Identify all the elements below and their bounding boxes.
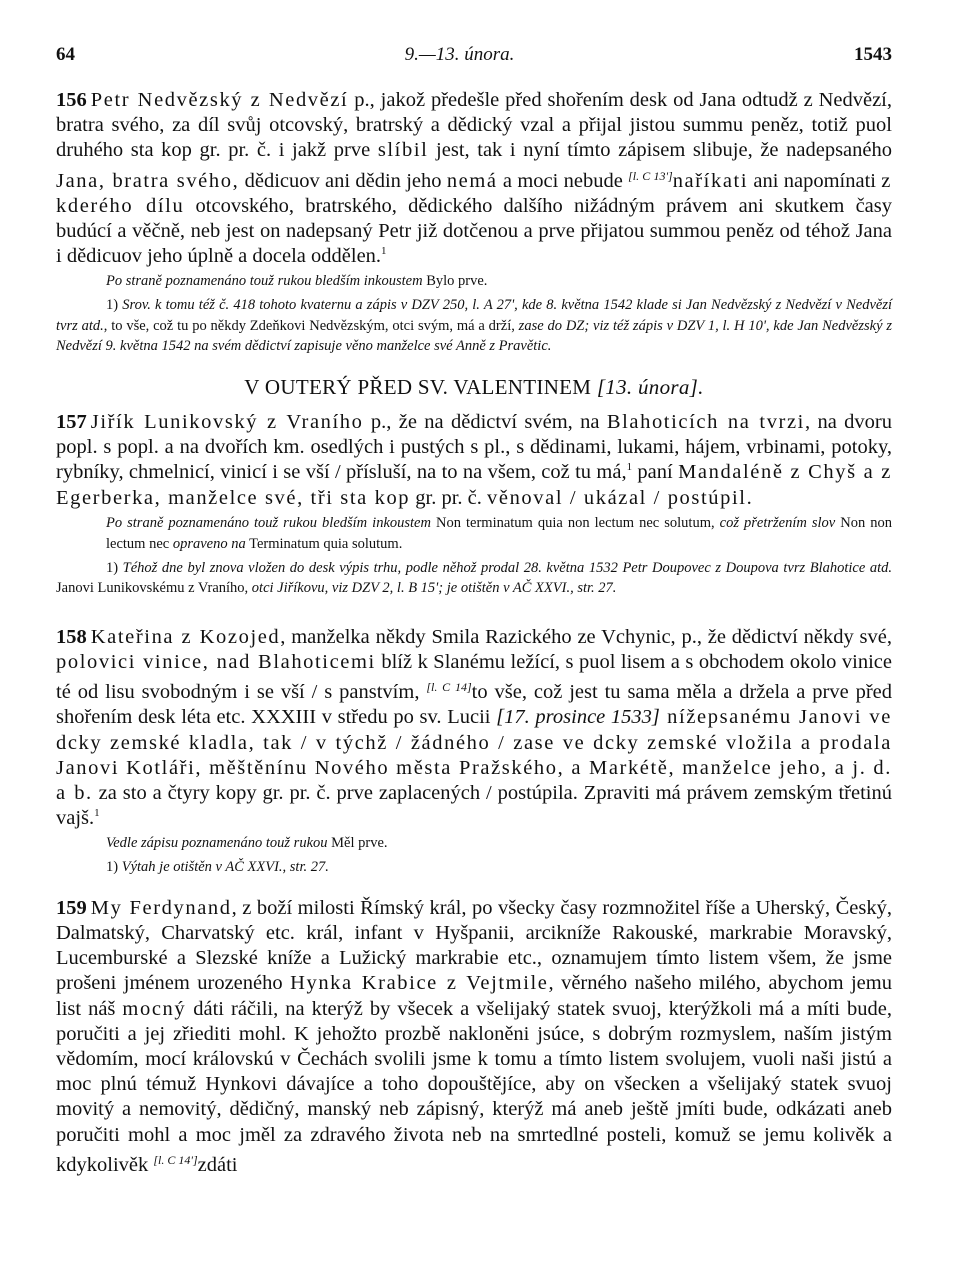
entry-text: to vše, což jest tu sama měla a držela a prve před shořením desk léta etc. XXXIII v středu po sv. Lucii: [56, 681, 893, 729]
entry-158: [56, 625, 892, 878]
entry-156-text: [56, 88, 892, 269]
entry-text: blíž k Slanému ležící, s puol lisem a s obchodem okolo vinice té od lisu svobodným i se vší / s panstvím,: [56, 650, 892, 704]
spaced-text: Jana, bratra svého,: [56, 169, 240, 192]
entry-text: , na dvoru popl. s popl. a na dvořích km. osedlých i pustých s pl., s dědinami, lukami, hájem, vrbinami, potoky, rybníky, chmelnicí, vinicí i se vší / přísluší, na to na všem, což tu má,: [56, 410, 893, 484]
entry-number: 159: [56, 896, 87, 919]
footnote-ref: 1: [626, 461, 633, 474]
footnote-italic: otci Jiříkovu, viz DZV 2, l. B 15'; je otištěn v AČ XXVI., str. 27.: [248, 580, 617, 597]
footnote-mark: 1): [106, 559, 119, 576]
footnote: [56, 857, 892, 878]
spaced-text: mocný: [122, 997, 187, 1020]
note-italic: Vedle zápisu poznamenáno touž rukou: [106, 835, 328, 852]
date-note: [17. prosince 1533]: [496, 706, 660, 729]
footnote-ref: 1: [381, 245, 387, 258]
note-upright: Měl prve.: [327, 835, 388, 852]
entry-158-text: [56, 625, 892, 832]
footnote-upright: , to vše, což tu po někdy Zdeňkovi Nedvězským, otci svým, má a drží,: [103, 317, 515, 334]
heading-text: V OUTERÝ PŘED SV. VALENTINEM: [244, 374, 592, 399]
entry-text: otcovského, bratrského, dědického dalšího nižádným právem ani skutkem časy budúcí a věčně, neb jest on nadepsaný Petr již dotčenou a prve přijatou summou peněz od téhož Jana i dědicuov jeho úplně a docela oddělen.: [56, 194, 892, 268]
entry-text: ani napomínati: [748, 169, 882, 192]
entry-text: , z boží milosti Římský král, po všecky časy rozmnožitel říše a Uherský, Český, Dalmatský, Charvatský etc. král, infant v Hyšpanii, arcikníže Rakouské, markrabie Moravský, Lucemburské a Slezské kníže a Lužický markrabie etc., oznamujem tímto listem všem, že jsme prošeni jménem urozeného: [56, 896, 892, 995]
entry-157-text: [56, 410, 892, 511]
spaced-text: nemá: [446, 169, 498, 192]
entry-157: [56, 410, 892, 599]
entry-text: dáti ráčili, na kterýž by všecek a všelijaký statek svuoj, kterýžkoli má a míti bude, poručiti a jej zřiediti mohl. K jehožto prozbě nakloněni jsúce, s dobrým rozmyslem, naším jistým vědomím, mocí královskú v Čechách svolili jsme k tomu a tímto listem svolujem, vuoli naši jistú a moc plnú témuž Hynkovi dávajíce a toho dopouštějíce, aby on všecken a všelijaký statek svuoj movitý a nemovitý, dědičný, manský neb zápisný, kterýž má aneb ještě jmíti bude, odkázati aneb poručiti mohl a moc jměl za zdravého života neb na smrtedlné posteli, komuž se jemu kolivěk a kdykolivěk: [56, 997, 892, 1176]
entry-text: , věrného našeho milého, abychom jemu list náš: [56, 972, 892, 1020]
entry-text: zdáti: [197, 1153, 238, 1176]
spaced-text: z kderého dílu: [56, 169, 892, 217]
entry-text: a moci nebude: [497, 169, 629, 192]
entry-text: paní: [632, 461, 679, 484]
note-italic: což přetržením slov: [714, 514, 836, 531]
note-upright: Terminatum quia solutum.: [245, 535, 403, 552]
entry-number: 157: [56, 410, 87, 433]
note-italic: Po straně poznamenáno touž rukou bledším inkoustem: [106, 273, 423, 290]
footnote-italic: zase do DZ; viz též zápis v DZV 1, l. H 10', kde Jan Nedvězský z Nedvězí 9. května 1542 na svém dědictví zapisuje věno manželce své Anně z Pravětic.: [56, 317, 892, 355]
heading-date: [13. února].: [596, 374, 704, 399]
note-italic: opraveno na: [169, 535, 246, 552]
entry-text: p., jakož předešle před shořením desk od Jana odtudž z Nedvězí, bratra svého, za díl svůj otcovský, bratrský a dědický vzal a přijal jistou summu peněz, totiž puol druhého sta kop gr. pr. č. i jakž prve: [56, 89, 892, 162]
footnote-italic: Téhož dne byl znova vložen do desk výpis trhu, podle něhož prodal 28. května 1532 Petr Doupovec z Doupova tvrz Blahotice atd.: [118, 559, 892, 576]
entry-159: [56, 896, 892, 1178]
entry-text: za sto a čtyry kopy gr. pr. č. prve zaplacených / postúpila. Zpraviti má právem zemským třetinú vajš.: [56, 781, 892, 830]
spaced-text: polovici vinice, nad Blahoticemi: [56, 650, 376, 673]
folio-reference: [l. C 13']: [628, 168, 673, 183]
entry-156: [56, 88, 892, 357]
entry-text: .: [746, 486, 752, 509]
header-date: 9.—13. února.: [404, 44, 515, 65]
folio-reference: [l. C 14']: [153, 1152, 198, 1167]
person-name: Petr Nedvězský z Nedvězí: [90, 89, 349, 111]
note-upright: Non non lectum nec: [106, 514, 892, 552]
footnote-ref: 1: [94, 807, 100, 820]
entry-number: 156: [56, 89, 87, 111]
entry-text: jest, tak i nyní tímto zápisem slibuje, že nadepsaného: [428, 139, 892, 162]
entry-number: 158: [56, 625, 87, 648]
footnote-upright: Janovi Lunikovskému z Vraního,: [56, 580, 249, 597]
note-italic: Po straně poznamenáno touž rukou bledším inkoustem: [106, 514, 431, 531]
spaced-text: naříkati: [672, 169, 749, 192]
margin-note: [106, 513, 892, 555]
spaced-text: nížepsanému Janovi ve dcky zemské kladla, tak / v týchž / žádného / zase ve dcky zemské vložila a prodala Janovi Kotláři, měštěnínu Nového města Pražského, a Markétě, manželce jeho, a j. d. a b.: [56, 706, 892, 804]
footnote-italic: Výtah je otištěn v AČ XXVI., str. 27.: [118, 859, 329, 876]
running-header: [56, 44, 892, 88]
spaced-text: Hynka Krabice z Vejtmile: [290, 972, 549, 995]
note-upright: Bylo prve.: [422, 273, 488, 290]
spaced-text: Blahoticích na tvrzi: [606, 410, 805, 433]
entry-text: , manželka někdy Smila Razického ze Vchynic, p., že dědictví někdy své,: [280, 625, 893, 648]
footnote-italic: Srov. k tomu též č. 418 tohoto kvaternu a zápis v DZV 250, l. A 27', kde 8. května 1542 klade si Jan Nedvězský z Nedvězí v Nedvězí tvrz atd.: [56, 297, 892, 334]
section-heading: [56, 375, 892, 400]
person-name: My Ferdynand: [90, 896, 232, 919]
entry-159-text: [56, 896, 892, 1178]
footnote-mark: 1): [106, 859, 119, 876]
entry-text: dědicuov ani dědin jeho: [239, 169, 447, 192]
footnote: [56, 295, 892, 357]
footnote-mark: 1): [106, 297, 119, 314]
person-name: Jiřík Lunikovský z Vraního: [90, 410, 364, 433]
spaced-text: věnoval / ukázal / postúpil: [487, 486, 747, 509]
document-page: [56, 44, 892, 1178]
margin-note: [106, 271, 892, 292]
footnote: [56, 558, 892, 599]
note-upright: Non terminatum quia non lectum nec solutum,: [430, 514, 715, 531]
margin-note: [106, 833, 892, 854]
entry-text: p., že na dědictví svém, na: [363, 410, 607, 433]
entry-text: gr. pr. č.: [410, 486, 488, 509]
folio-reference: [l. C 14]: [426, 680, 472, 695]
page-number: 64: [56, 44, 75, 65]
spaced-text: Mandaléně z Chyš a z Egerberka, manželce své, tři sta kop: [56, 461, 892, 509]
entry-number-range: 1543: [853, 44, 892, 65]
person-name: Kateřina z Kozojed: [90, 625, 281, 648]
spaced-text: slíbil: [377, 139, 429, 162]
